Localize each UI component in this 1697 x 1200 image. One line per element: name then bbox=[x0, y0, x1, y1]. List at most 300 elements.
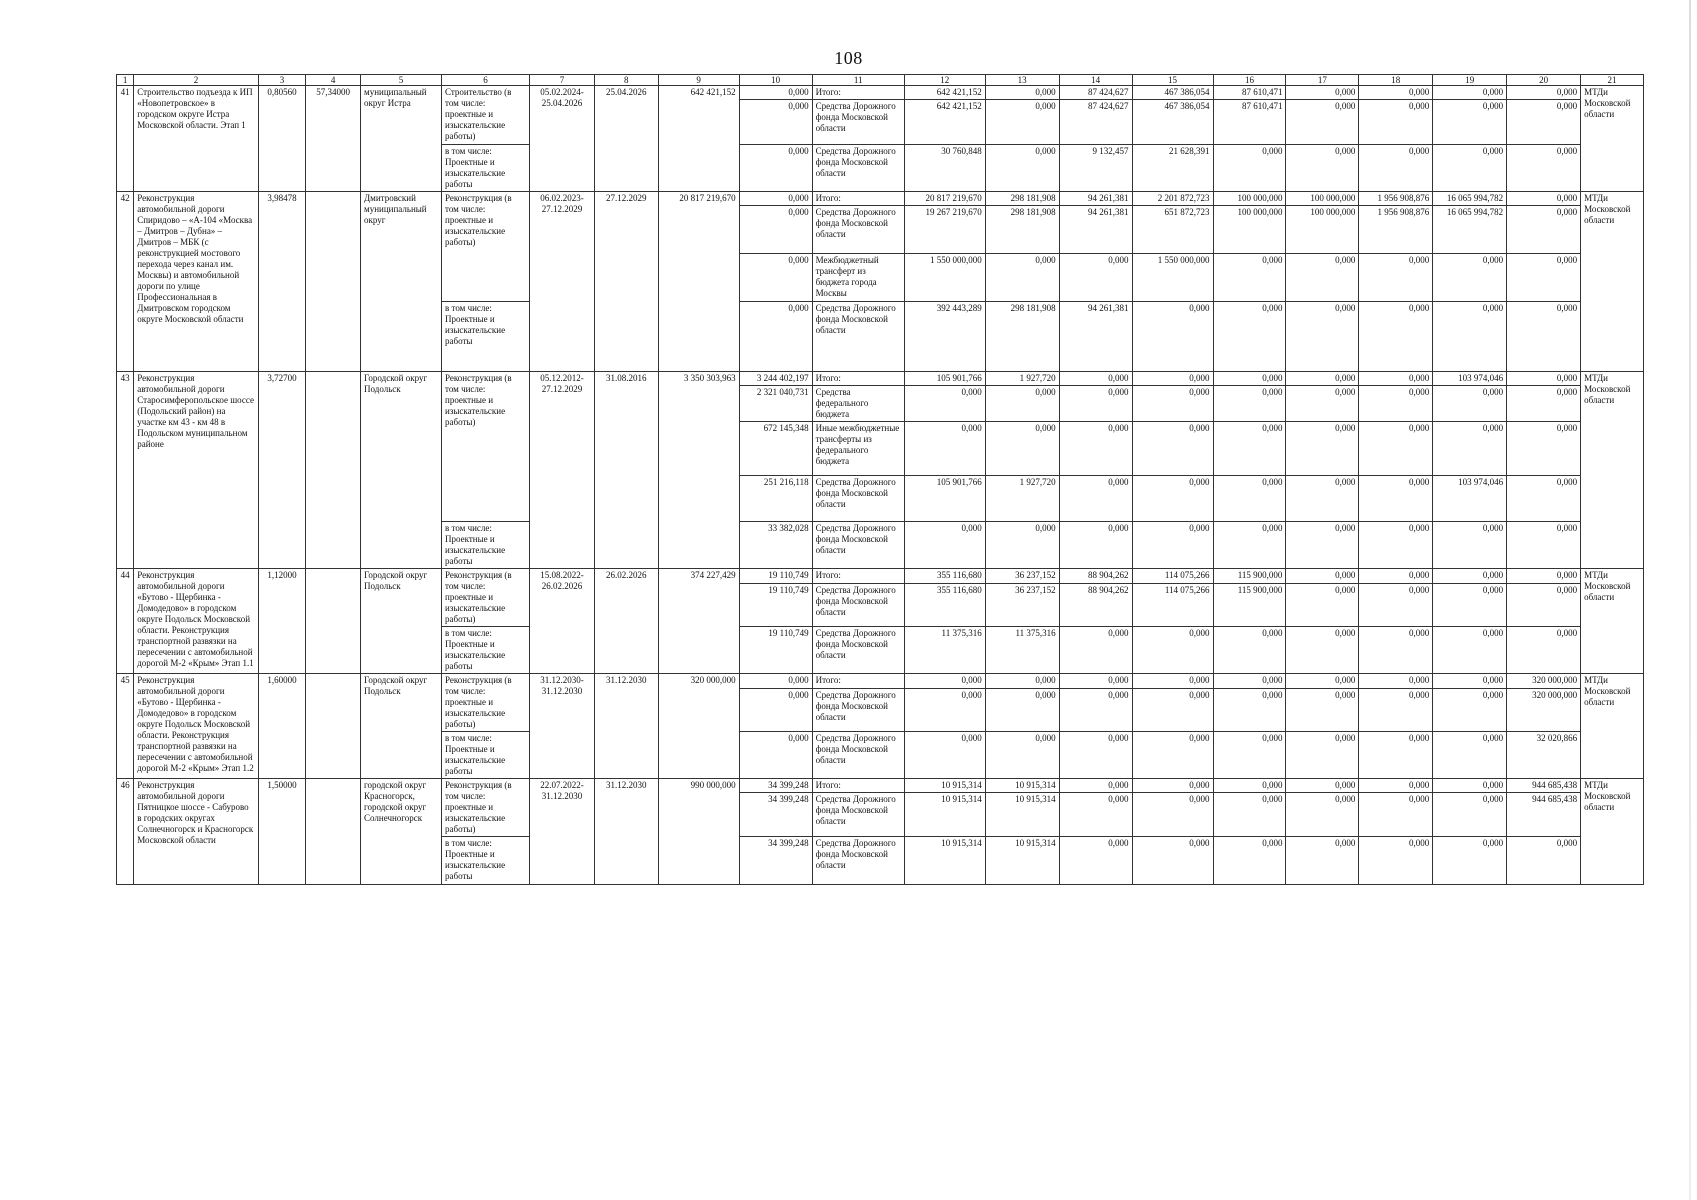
row-number: 42 bbox=[117, 192, 134, 372]
amount-cell: 0,000 bbox=[1433, 569, 1507, 584]
amount-cell: 100 000,000 bbox=[1213, 192, 1286, 206]
capacity-value: 0,80560 bbox=[258, 86, 306, 192]
amount-cell: 100 000,000 bbox=[1286, 206, 1359, 254]
amount-cell: 0,000 bbox=[1433, 627, 1507, 674]
capacity-value-2 bbox=[306, 192, 361, 372]
scan-edge bbox=[1689, 0, 1691, 1200]
amount-cell: 87 610,471 bbox=[1213, 100, 1286, 145]
amount-cell: 0,000 bbox=[1213, 732, 1286, 779]
funding-source: Итого: bbox=[812, 569, 904, 584]
amount-cell: 355 116,680 bbox=[904, 569, 985, 584]
row-number: 41 bbox=[117, 86, 134, 192]
amount-cell: 10 915,314 bbox=[985, 779, 1059, 793]
amount-cell: 10 915,314 bbox=[904, 837, 985, 885]
amount-cell: 21 628,391 bbox=[1132, 145, 1213, 192]
amount-cell: 0,000 bbox=[1433, 837, 1507, 885]
sub-work-type: в том числе: Проектные и изыскательские работы bbox=[442, 837, 530, 885]
amount-cell: 298 181,908 bbox=[985, 192, 1059, 206]
total-cost: 990 000,000 bbox=[658, 779, 739, 885]
financed-before: 34 399,248 bbox=[739, 793, 812, 837]
amount-cell: 298 181,908 bbox=[985, 302, 1059, 372]
work-period: 15.08.2022-26.02.2026 bbox=[530, 569, 595, 674]
row-number: 43 bbox=[117, 372, 134, 569]
capacity-value: 3,98478 bbox=[258, 192, 306, 372]
amount-cell: 1 550 000,000 bbox=[904, 254, 985, 302]
amount-cell: 0,000 bbox=[1286, 254, 1359, 302]
amount-cell: 0,000 bbox=[985, 100, 1059, 145]
amount-cell: 0,000 bbox=[1359, 627, 1433, 674]
amount-cell: 0,000 bbox=[1132, 302, 1213, 372]
amount-cell: 0,000 bbox=[1507, 627, 1581, 674]
amount-cell: 0,000 bbox=[1286, 793, 1359, 837]
amount-cell: 0,000 bbox=[985, 688, 1059, 732]
amount-cell: 1 927,720 bbox=[985, 476, 1059, 522]
commissioning-date: 27.12.2029 bbox=[594, 192, 658, 372]
funding-source: Межбюджетный трансферт из бюджета города Москвы bbox=[812, 254, 904, 302]
object-name: Реконструкция автомобильной дороги «Бутово - Щербинка - Домодедово» в городском округе Подольск Московской области. Реконструкция транспортной развязки на пересечении с автомобильной дорогой М-2 «Крым» Этап 1.1 bbox=[134, 569, 259, 674]
amount-cell: 0,000 bbox=[1507, 206, 1581, 254]
funding-source: Средства Дорожного фонда Московской области bbox=[812, 732, 904, 779]
amount-cell: 9 132,457 bbox=[1059, 145, 1132, 192]
amount-cell: 0,000 bbox=[1433, 386, 1507, 422]
amount-cell: 1 956 908,876 bbox=[1359, 192, 1433, 206]
object-name: Строительство подъезда к ИП «Новопетровское» в городском округе Истра Московской области. Этап 1 bbox=[134, 86, 259, 192]
commissioning-date: 31.08.2016 bbox=[594, 372, 658, 569]
sub-work-type: в том числе: Проектные и изыскательские работы bbox=[442, 732, 530, 779]
funding-source: Иные межбюджетные трансферты из федерального бюджета bbox=[812, 422, 904, 476]
column-number: 15 bbox=[1132, 75, 1213, 86]
amount-cell: 0,000 bbox=[1507, 145, 1581, 192]
customer: МТДи Московской области bbox=[1581, 674, 1644, 779]
amount-cell: 11 375,316 bbox=[904, 627, 985, 674]
municipality: Городской округ Подольск bbox=[361, 674, 442, 779]
amount-cell: 0,000 bbox=[1507, 837, 1581, 885]
column-number: 21 bbox=[1581, 75, 1644, 86]
amount-cell: 0,000 bbox=[1132, 779, 1213, 793]
financed-before: 0,000 bbox=[739, 145, 812, 192]
financed-before: 0,000 bbox=[739, 688, 812, 732]
amount-cell: 0,000 bbox=[985, 422, 1059, 476]
financed-before: 0,000 bbox=[739, 86, 812, 100]
amount-cell: 0,000 bbox=[1213, 476, 1286, 522]
total-cost: 3 350 303,963 bbox=[658, 372, 739, 569]
column-number: 13 bbox=[985, 75, 1059, 86]
amount-cell: 0,000 bbox=[1059, 522, 1132, 569]
amount-cell: 0,000 bbox=[1213, 779, 1286, 793]
object-name: Реконструкция автомобильной дороги Спиридово – «А-104 «Москва – Дмитров – Дубна» – Дмитров – МБК (с реконструкцией мостового перехода через канал им. Москвы) и автомобильной дороги по улице Профессиональная в Дмитровском городском округе Московской области bbox=[134, 192, 259, 372]
amount-cell: 0,000 bbox=[1507, 302, 1581, 372]
amount-cell: 0,000 bbox=[1059, 732, 1132, 779]
amount-cell: 10 915,314 bbox=[904, 779, 985, 793]
amount-cell: 0,000 bbox=[1359, 386, 1433, 422]
amount-cell: 0,000 bbox=[1507, 254, 1581, 302]
amount-cell: 0,000 bbox=[904, 386, 985, 422]
amount-cell: 0,000 bbox=[1507, 476, 1581, 522]
amount-cell: 103 974,046 bbox=[1433, 476, 1507, 522]
funding-source: Средства Дорожного фонда Московской области bbox=[812, 206, 904, 254]
amount-cell: 0,000 bbox=[1507, 422, 1581, 476]
financed-before: 0,000 bbox=[739, 192, 812, 206]
amount-cell: 32 020,866 bbox=[1507, 732, 1581, 779]
amount-cell: 115 900,000 bbox=[1213, 569, 1286, 584]
amount-cell: 36 237,152 bbox=[985, 569, 1059, 584]
customer: МТДи Московской области bbox=[1581, 372, 1644, 569]
capacity-value: 1,50000 bbox=[258, 779, 306, 885]
amount-cell: 0,000 bbox=[1286, 86, 1359, 100]
funding-source: Средства Дорожного фонда Московской области bbox=[812, 688, 904, 732]
financed-before: 19 110,749 bbox=[739, 569, 812, 584]
funding-source: Итого: bbox=[812, 192, 904, 206]
column-number: 3 bbox=[258, 75, 306, 86]
amount-cell: 100 000,000 bbox=[1286, 192, 1359, 206]
amount-cell: 88 904,262 bbox=[1059, 569, 1132, 584]
funding-source: Итого: bbox=[812, 86, 904, 100]
capacity-value-2 bbox=[306, 569, 361, 674]
sub-work-type: в том числе: Проектные и изыскательские работы bbox=[442, 522, 530, 569]
amount-cell: 0,000 bbox=[904, 674, 985, 689]
amount-cell: 115 900,000 bbox=[1213, 584, 1286, 627]
amount-cell: 0,000 bbox=[1507, 386, 1581, 422]
sub-work-type: в том числе: Проектные и изыскательские работы bbox=[442, 145, 530, 192]
municipality: Городской округ Подольск bbox=[361, 372, 442, 569]
amount-cell: 0,000 bbox=[1359, 793, 1433, 837]
amount-cell: 0,000 bbox=[1286, 584, 1359, 627]
amount-cell: 0,000 bbox=[1059, 476, 1132, 522]
amount-cell: 0,000 bbox=[1359, 837, 1433, 885]
amount-cell: 0,000 bbox=[1507, 192, 1581, 206]
amount-cell: 10 915,314 bbox=[985, 837, 1059, 885]
amount-cell: 355 116,680 bbox=[904, 584, 985, 627]
table-row bbox=[117, 372, 1644, 386]
sub-work-type: в том числе: Проектные и изыскательские работы bbox=[442, 302, 530, 372]
funding-source: Средства Дорожного фонда Московской области bbox=[812, 627, 904, 674]
column-number: 16 bbox=[1213, 75, 1286, 86]
financed-before: 0,000 bbox=[739, 302, 812, 372]
amount-cell: 0,000 bbox=[1433, 522, 1507, 569]
amount-cell: 0,000 bbox=[1286, 100, 1359, 145]
amount-cell: 0,000 bbox=[1433, 422, 1507, 476]
work-period: 05.12.2012-27.12.2029 bbox=[530, 372, 595, 569]
financed-before: 0,000 bbox=[739, 254, 812, 302]
column-number: 10 bbox=[739, 75, 812, 86]
amount-cell: 642 421,152 bbox=[904, 100, 985, 145]
financed-before: 0,000 bbox=[739, 100, 812, 145]
column-number: 12 bbox=[904, 75, 985, 86]
amount-cell: 0,000 bbox=[1132, 522, 1213, 569]
amount-cell: 0,000 bbox=[1059, 837, 1132, 885]
amount-cell: 0,000 bbox=[1286, 837, 1359, 885]
amount-cell: 0,000 bbox=[1059, 372, 1132, 386]
capacity-value: 3,72700 bbox=[258, 372, 306, 569]
municipality: Городской округ Подольск bbox=[361, 569, 442, 674]
funding-source: Итого: bbox=[812, 674, 904, 689]
commissioning-date: 25.04.2026 bbox=[594, 86, 658, 192]
total-cost: 642 421,152 bbox=[658, 86, 739, 192]
amount-cell: 0,000 bbox=[1359, 422, 1433, 476]
amount-cell: 651 872,723 bbox=[1132, 206, 1213, 254]
financed-before: 251 216,118 bbox=[739, 476, 812, 522]
amount-cell: 0,000 bbox=[1286, 386, 1359, 422]
amount-cell: 0,000 bbox=[1059, 254, 1132, 302]
amount-cell: 1 956 908,876 bbox=[1359, 206, 1433, 254]
amount-cell: 0,000 bbox=[1359, 476, 1433, 522]
amount-cell: 0,000 bbox=[1132, 627, 1213, 674]
page-number: 108 bbox=[834, 48, 863, 68]
customer: МТДи Московской области bbox=[1581, 192, 1644, 372]
work-period: 22.07.2022-31.12.2030 bbox=[530, 779, 595, 885]
amount-cell: 0,000 bbox=[904, 688, 985, 732]
amount-cell: 0,000 bbox=[1213, 386, 1286, 422]
amount-cell: 0,000 bbox=[1433, 584, 1507, 627]
amount-cell: 392 443,289 bbox=[904, 302, 985, 372]
amount-cell: 0,000 bbox=[1433, 732, 1507, 779]
work-type: Реконструкция (в том числе: проектные и изыскательские работы) bbox=[442, 569, 530, 627]
amount-cell: 944 685,438 bbox=[1507, 793, 1581, 837]
work-type: Реконструкция (в том числе: проектные и изыскательские работы) bbox=[442, 372, 530, 522]
customer: МТДи Московской области bbox=[1581, 86, 1644, 192]
amount-cell: 1 927,720 bbox=[985, 372, 1059, 386]
amount-cell: 10 915,314 bbox=[985, 793, 1059, 837]
amount-cell: 0,000 bbox=[985, 674, 1059, 689]
municipality: городской округ Красногорск, городской округ Солнечногорск bbox=[361, 779, 442, 885]
amount-cell: 0,000 bbox=[904, 522, 985, 569]
financed-before: 34 399,248 bbox=[739, 837, 812, 885]
amount-cell: 0,000 bbox=[1359, 779, 1433, 793]
amount-cell: 0,000 bbox=[1213, 422, 1286, 476]
amount-cell: 0,000 bbox=[904, 732, 985, 779]
amount-cell: 30 760,848 bbox=[904, 145, 985, 192]
column-number: 19 bbox=[1433, 75, 1507, 86]
amount-cell: 94 261,381 bbox=[1059, 192, 1132, 206]
amount-cell: 0,000 bbox=[985, 732, 1059, 779]
amount-cell: 0,000 bbox=[1286, 522, 1359, 569]
work-type: Реконструкция (в том числе: проектные и изыскательские работы) bbox=[442, 779, 530, 837]
amount-cell: 0,000 bbox=[1433, 145, 1507, 192]
capacity-value-2 bbox=[306, 674, 361, 779]
financed-before: 0,000 bbox=[739, 206, 812, 254]
amount-cell: 0,000 bbox=[985, 386, 1059, 422]
amount-cell: 0,000 bbox=[1359, 674, 1433, 689]
funding-source: Средства Дорожного фонда Московской области bbox=[812, 522, 904, 569]
amount-cell: 0,000 bbox=[1286, 569, 1359, 584]
funding-source: Средства Дорожного фонда Московской области bbox=[812, 793, 904, 837]
amount-cell: 0,000 bbox=[1359, 569, 1433, 584]
amount-cell: 0,000 bbox=[1213, 793, 1286, 837]
amount-cell: 0,000 bbox=[1286, 422, 1359, 476]
funding-source: Средства Дорожного фонда Московской области bbox=[812, 837, 904, 885]
amount-cell: 0,000 bbox=[1059, 422, 1132, 476]
amount-cell: 88 904,262 bbox=[1059, 584, 1132, 627]
funding-source: Средства Дорожного фонда Московской области bbox=[812, 100, 904, 145]
amount-cell: 114 075,266 bbox=[1132, 584, 1213, 627]
municipality: муниципальный округ Истра bbox=[361, 86, 442, 192]
column-number: 9 bbox=[658, 75, 739, 86]
amount-cell: 0,000 bbox=[1507, 86, 1581, 100]
amount-cell: 0,000 bbox=[1132, 372, 1213, 386]
financed-before: 34 399,248 bbox=[739, 779, 812, 793]
amount-cell: 0,000 bbox=[1433, 100, 1507, 145]
amount-cell: 298 181,908 bbox=[985, 206, 1059, 254]
amount-cell: 11 375,316 bbox=[985, 627, 1059, 674]
amount-cell: 0,000 bbox=[1213, 302, 1286, 372]
amount-cell: 19 267 219,670 bbox=[904, 206, 985, 254]
amount-cell: 0,000 bbox=[1059, 386, 1132, 422]
amount-cell: 0,000 bbox=[1359, 86, 1433, 100]
financed-before: 19 110,749 bbox=[739, 584, 812, 627]
amount-cell: 0,000 bbox=[1433, 302, 1507, 372]
financed-before: 0,000 bbox=[739, 732, 812, 779]
object-name: Реконструкция автомобильной дороги Пятницкое шоссе - Сабурово в городских округах Солнечногорск и Красногорск Московской области bbox=[134, 779, 259, 885]
amount-cell: 0,000 bbox=[1507, 584, 1581, 627]
amount-cell: 0,000 bbox=[1433, 254, 1507, 302]
work-period: 06.02.2023-27.12.2029 bbox=[530, 192, 595, 372]
commissioning-date: 26.02.2026 bbox=[594, 569, 658, 674]
amount-cell: 320 000,000 bbox=[1507, 688, 1581, 732]
amount-cell: 0,000 bbox=[1059, 674, 1132, 689]
amount-cell: 0,000 bbox=[1213, 837, 1286, 885]
amount-cell: 0,000 bbox=[1433, 779, 1507, 793]
funding-source: Средства Дорожного фонда Московской области bbox=[812, 145, 904, 192]
row-number: 46 bbox=[117, 779, 134, 885]
amount-cell: 0,000 bbox=[1359, 688, 1433, 732]
object-name: Реконструкция автомобильной дороги «Бутово - Щербинка - Домодедово» в городском округе Подольск Московской области. Реконструкция транспортной развязки на пересечении с автомобильной дорогой М-2 «Крым» Этап 1.2 bbox=[134, 674, 259, 779]
amount-cell: 0,000 bbox=[1286, 674, 1359, 689]
capacity-value-2 bbox=[306, 372, 361, 569]
amount-cell: 105 901,766 bbox=[904, 476, 985, 522]
funding-source: Итого: bbox=[812, 779, 904, 793]
amount-cell: 36 237,152 bbox=[985, 584, 1059, 627]
amount-cell: 114 075,266 bbox=[1132, 569, 1213, 584]
amount-cell: 0,000 bbox=[1132, 674, 1213, 689]
amount-cell: 467 386,054 bbox=[1132, 86, 1213, 100]
capacity-value: 1,60000 bbox=[258, 674, 306, 779]
customer: МТДи Московской области bbox=[1581, 779, 1644, 885]
amount-cell: 0,000 bbox=[1132, 732, 1213, 779]
amount-cell: 0,000 bbox=[1132, 476, 1213, 522]
amount-cell: 0,000 bbox=[1359, 584, 1433, 627]
amount-cell: 87 424,627 bbox=[1059, 100, 1132, 145]
amount-cell: 0,000 bbox=[1286, 302, 1359, 372]
amount-cell: 0,000 bbox=[1359, 302, 1433, 372]
funding-source: Средства Дорожного фонда Московской области bbox=[812, 476, 904, 522]
amount-cell: 0,000 bbox=[1213, 254, 1286, 302]
table-row bbox=[117, 192, 1644, 206]
amount-cell: 0,000 bbox=[1507, 372, 1581, 386]
amount-cell: 0,000 bbox=[1433, 674, 1507, 689]
amount-cell: 0,000 bbox=[985, 254, 1059, 302]
capacity-value-2 bbox=[306, 779, 361, 885]
amount-cell: 0,000 bbox=[1359, 732, 1433, 779]
amount-cell: 2 201 872,723 bbox=[1132, 192, 1213, 206]
column-number: 1 bbox=[117, 75, 134, 86]
column-number: 17 bbox=[1286, 75, 1359, 86]
table-row bbox=[117, 86, 1644, 100]
amount-cell: 0,000 bbox=[1507, 100, 1581, 145]
column-number: 7 bbox=[530, 75, 595, 86]
amount-cell: 0,000 bbox=[1132, 422, 1213, 476]
funding-source: Итого: bbox=[812, 372, 904, 386]
work-period: 05.02.2024-25.04.2026 bbox=[530, 86, 595, 192]
amount-cell: 94 261,381 bbox=[1059, 206, 1132, 254]
municipality: Дмитровский муниципальный округ bbox=[361, 192, 442, 372]
financed-before: 0,000 bbox=[739, 674, 812, 689]
amount-cell: 0,000 bbox=[1059, 793, 1132, 837]
amount-cell: 0,000 bbox=[1213, 674, 1286, 689]
budget-table-container bbox=[116, 74, 1644, 885]
amount-cell: 20 817 219,670 bbox=[904, 192, 985, 206]
customer: МТДи Московской области bbox=[1581, 569, 1644, 674]
amount-cell: 0,000 bbox=[985, 522, 1059, 569]
column-number: 14 bbox=[1059, 75, 1132, 86]
amount-cell: 0,000 bbox=[985, 145, 1059, 192]
amount-cell: 944 685,438 bbox=[1507, 779, 1581, 793]
sub-work-type: в том числе: Проектные и изыскательские работы bbox=[442, 627, 530, 674]
amount-cell: 642 421,152 bbox=[904, 86, 985, 100]
work-type: Реконструкция (в том числе: проектные и изыскательские работы) bbox=[442, 192, 530, 302]
amount-cell: 100 000,000 bbox=[1213, 206, 1286, 254]
funding-source: Средства федерального бюджета bbox=[812, 386, 904, 422]
amount-cell: 103 974,046 bbox=[1433, 372, 1507, 386]
financed-before: 19 110,749 bbox=[739, 627, 812, 674]
funding-source: Средства Дорожного фонда Московской области bbox=[812, 302, 904, 372]
amount-cell: 0,000 bbox=[1507, 569, 1581, 584]
amount-cell: 0,000 bbox=[1359, 522, 1433, 569]
funding-source: Средства Дорожного фонда Московской области bbox=[812, 584, 904, 627]
amount-cell: 105 901,766 bbox=[904, 372, 985, 386]
amount-cell: 0,000 bbox=[1359, 254, 1433, 302]
amount-cell: 0,000 bbox=[1433, 86, 1507, 100]
column-number: 5 bbox=[361, 75, 442, 86]
amount-cell: 0,000 bbox=[1359, 100, 1433, 145]
financed-before: 2 321 040,731 bbox=[739, 386, 812, 422]
amount-cell: 94 261,381 bbox=[1059, 302, 1132, 372]
amount-cell: 87 424,627 bbox=[1059, 86, 1132, 100]
amount-cell: 0,000 bbox=[1213, 627, 1286, 674]
amount-cell: 0,000 bbox=[1132, 837, 1213, 885]
amount-cell: 16 065 994,782 bbox=[1433, 192, 1507, 206]
column-number: 18 bbox=[1359, 75, 1433, 86]
capacity-value-2: 57,34000 bbox=[306, 86, 361, 192]
amount-cell: 467 386,054 bbox=[1132, 100, 1213, 145]
amount-cell: 0,000 bbox=[1286, 145, 1359, 192]
table-row bbox=[117, 569, 1644, 584]
object-name: Реконструкция автомобильной дороги Старосимферопольское шоссе (Подольский район) на участке км 43 - км 48 в Подольском муниципальном районе bbox=[134, 372, 259, 569]
amount-cell: 0,000 bbox=[1286, 476, 1359, 522]
amount-cell: 1 550 000,000 bbox=[1132, 254, 1213, 302]
row-number: 44 bbox=[117, 569, 134, 674]
amount-cell: 0,000 bbox=[1286, 779, 1359, 793]
column-number: 11 bbox=[812, 75, 904, 86]
amount-cell: 16 065 994,782 bbox=[1433, 206, 1507, 254]
financed-before: 3 244 402,197 bbox=[739, 372, 812, 386]
work-period: 31.12.2030-31.12.2030 bbox=[530, 674, 595, 779]
amount-cell: 0,000 bbox=[1213, 372, 1286, 386]
amount-cell: 0,000 bbox=[1213, 145, 1286, 192]
amount-cell: 0,000 bbox=[1059, 627, 1132, 674]
work-type: Реконструкция (в том числе: проектные и изыскательские работы) bbox=[442, 674, 530, 732]
amount-cell: 0,000 bbox=[1059, 779, 1132, 793]
total-cost: 320 000,000 bbox=[658, 674, 739, 779]
amount-cell: 0,000 bbox=[1213, 688, 1286, 732]
capacity-value: 1,12000 bbox=[258, 569, 306, 674]
row-number: 45 bbox=[117, 674, 134, 779]
amount-cell: 87 610,471 bbox=[1213, 86, 1286, 100]
commissioning-date: 31.12.2030 bbox=[594, 674, 658, 779]
amount-cell: 0,000 bbox=[1132, 793, 1213, 837]
table-row bbox=[117, 779, 1644, 793]
amount-cell: 10 915,314 bbox=[904, 793, 985, 837]
amount-cell: 0,000 bbox=[1213, 522, 1286, 569]
